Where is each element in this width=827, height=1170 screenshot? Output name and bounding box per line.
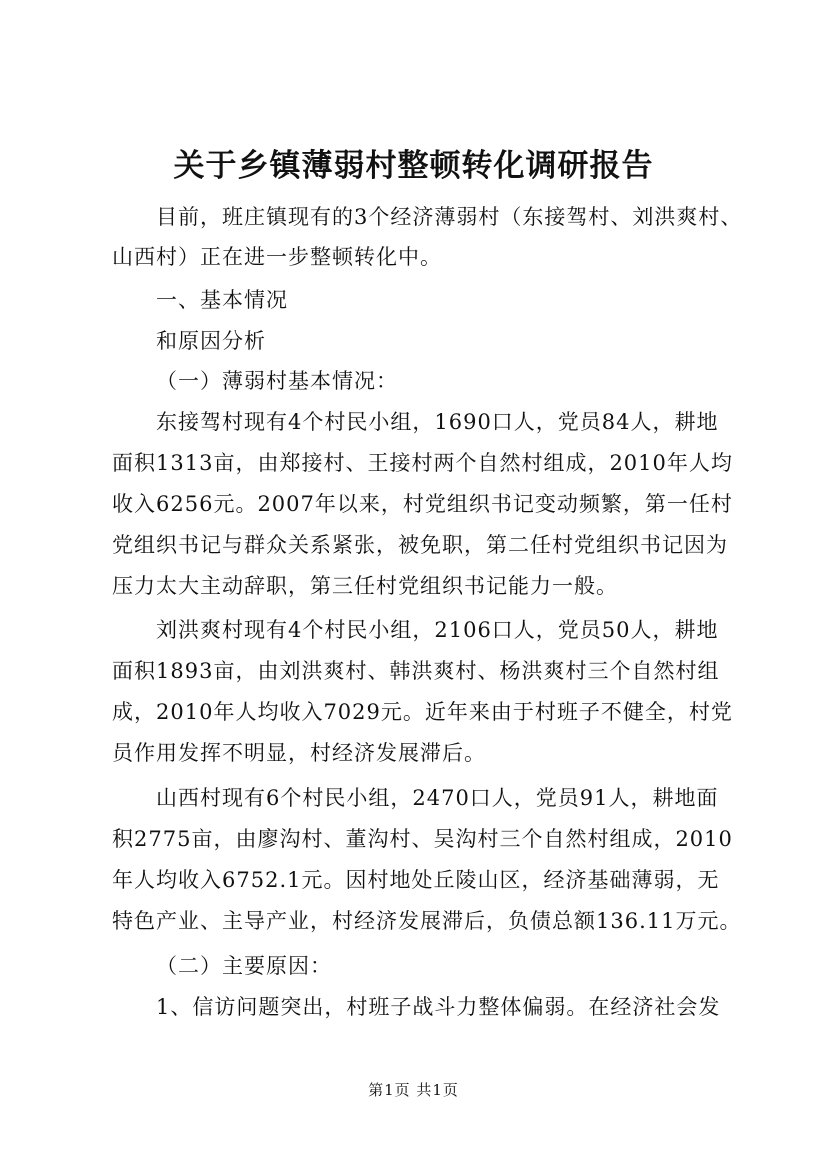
paragraph-line: 面积1893亩，由刘洪爽村、韩洪爽村、杨洪爽村三个自然村组 (112, 659, 720, 683)
page-footer: 第1页 共1页 (368, 1081, 459, 1099)
paragraph-line: 收入6256元。2007年以来，村党组织书记变动频繁，第一任村 (112, 492, 733, 516)
paragraph-line: 目前，班庄镇现有的3个经济薄弱村（东接驾村、刘洪爽村、 (156, 205, 743, 229)
section-heading: 和原因分析 (156, 329, 266, 353)
paragraph-line: 成，2010年人均收入7029元。近年来由于村班子不健全，村党 (112, 700, 733, 724)
paragraph-line: 山西村）正在进一步整顿转化中。 (112, 245, 442, 269)
paragraph-line: 1、信访问题突出，村班子战斗力整体偏弱。在经济社会发 (156, 995, 721, 1019)
paragraph-line: 积2775亩，由廖沟村、董沟村、吴沟村三个自然村组成，2010 (112, 827, 733, 851)
paragraph-line: 年人均收入6752.1元。因村地处丘陵山区，经济基础薄弱，无 (112, 868, 720, 892)
paragraph-line: 员作用发挥不明显，村经济发展滞后。 (112, 741, 486, 765)
section-heading: 一、基本情况 (156, 288, 288, 312)
paragraph-line: 山西村现有6个村民小组，2470口人，党员91人，耕地面 (156, 786, 719, 810)
paragraph-line: 特色产业、主导产业，村经济发展滞后，负债总额136.11万元。 (112, 909, 742, 933)
paragraph-line: 压力太大主动辞职，第三任村党组织书记能力一般。 (112, 574, 618, 598)
subsection-heading: （二）主要原因： (156, 954, 332, 978)
paragraph-line: 面积1313亩，由郑接村、王接村两个自然村组成，2010年人均 (112, 451, 733, 475)
paragraph-line: 党组织书记与群众关系紧张，被免职，第二任村党组织书记因为 (112, 533, 728, 557)
subsection-heading: （一）薄弱村基本情况： (156, 369, 398, 393)
document-title: 关于乡镇薄弱村整顿转化调研报告 (173, 148, 654, 184)
paragraph-line: 东接驾村现有4个村民小组，1690口人，党员84人，耕地 (156, 410, 719, 434)
paragraph-line: 刘洪爽村现有4个村民小组，2106口人，党员50人，耕地 (156, 618, 719, 642)
